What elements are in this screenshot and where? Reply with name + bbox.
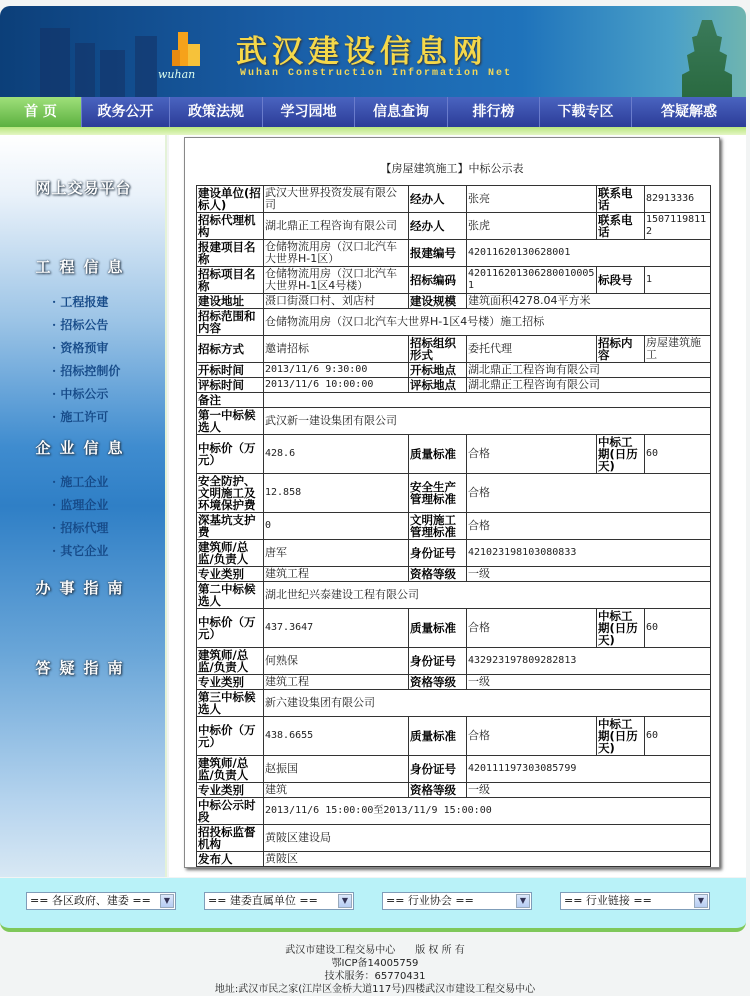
sidebar-heading-enterprise: 企业信息 <box>35 439 132 457</box>
skyline-decoration <box>75 43 95 98</box>
field-label: 第一中标候选人 <box>197 408 264 435</box>
sidebar-heading-engineering: 工程信息 <box>35 258 132 276</box>
field-label: 安全防护、文明施工及环境保护费 <box>197 474 264 513</box>
field-label: 深基坑支护费 <box>197 513 264 540</box>
field-label: 发布人 <box>197 852 264 867</box>
field-value: 82913336 <box>645 186 711 213</box>
field-value: 黄陂区建设局 <box>264 825 711 852</box>
sidebar-item-construction-firms[interactable]: · 施工企业 <box>52 475 109 489</box>
nav-faq[interactable]: 答疑解惑 <box>661 104 717 120</box>
field-label: 备注 <box>197 393 264 408</box>
field-label: 质量标准 <box>409 609 467 648</box>
field-value: 一级 <box>467 567 711 582</box>
table-row <box>197 336 711 363</box>
skyline-decoration <box>40 28 70 98</box>
field-value: 建筑 <box>264 783 409 798</box>
select-value: == 建委直属单位 == <box>208 894 318 907</box>
table-row <box>197 393 711 408</box>
field-label: 中标价（万元） <box>197 609 264 648</box>
table-row <box>197 540 711 567</box>
field-label: 中标价（万元） <box>197 435 264 474</box>
sidebar-item-project-registration[interactable]: · 工程报建 <box>52 295 109 309</box>
table-row <box>197 648 711 675</box>
field-value: 武汉大世界投资发展有限公司 <box>264 186 409 213</box>
industry-links-select[interactable] <box>560 892 710 910</box>
field-value: 滠口街滠口村、刘店村 <box>264 294 409 309</box>
field-value: 合格 <box>467 513 711 540</box>
field-value: 邀请招标 <box>264 336 409 363</box>
field-value: 15071198112 <box>645 213 711 240</box>
footer-address: 地址:武汉市民之家(江岸区金桥大道117号)四楼武汉市建设工程交易中心 <box>214 984 536 995</box>
field-value <box>264 393 711 408</box>
field-label: 中标价（万元） <box>197 717 264 756</box>
field-value: 建筑面积4278.04平方米 <box>467 294 711 309</box>
nav-policies[interactable]: 政策法规 <box>170 97 263 127</box>
field-value: 湖北鼎正工程咨询有限公司 <box>467 378 711 393</box>
sidebar-item-award-notice[interactable]: · 中标公示 <box>52 387 109 401</box>
sidebar <box>0 135 167 877</box>
table-row <box>197 240 711 267</box>
field-label: 招标内容 <box>597 336 645 363</box>
table-row <box>197 609 711 648</box>
footer-icp: 鄂ICP备14005759 <box>331 958 419 969</box>
field-value: 2013/11/6 10:00:00 <box>264 378 409 393</box>
field-value: 432923197809282813 <box>467 648 711 675</box>
field-value: 428.6 <box>264 435 409 474</box>
field-label: 专业类别 <box>197 567 264 582</box>
affiliated-units-select[interactable] <box>204 892 354 910</box>
yellow-crane-tower-decoration <box>682 20 732 98</box>
field-label: 专业类别 <box>197 783 264 798</box>
nav-learning[interactable]: 学习园地 <box>263 97 355 127</box>
table-row <box>197 825 711 852</box>
nav-home[interactable]: 首 页 <box>0 97 82 127</box>
sidebar-online-trading[interactable]: 网上交易平台 <box>35 179 132 197</box>
field-value: 438.6655 <box>264 717 409 756</box>
award-notice-table <box>196 185 711 867</box>
table-row <box>197 675 711 690</box>
field-label: 质量标准 <box>409 717 467 756</box>
table-row <box>197 267 711 294</box>
field-label: 开标时间 <box>197 363 264 378</box>
sidebar-item-supervision-firms[interactable]: · 监理企业 <box>52 498 109 512</box>
field-label: 评标时间 <box>197 378 264 393</box>
field-value: 委托代理 <box>467 336 597 363</box>
field-label: 中标工期(日历天) <box>597 717 645 756</box>
field-value: 仓储物流用房（汉口北汽车大世界H-1区4号楼）施工招标 <box>264 309 711 336</box>
table-row <box>197 567 711 582</box>
field-label: 建设规模 <box>409 294 467 309</box>
links-bar <box>0 878 746 932</box>
field-label: 招标代理机构 <box>197 213 264 240</box>
field-value: 12.858 <box>264 474 409 513</box>
field-value: 1 <box>645 267 711 294</box>
field-value: 合格 <box>467 474 711 513</box>
table-row <box>197 363 711 378</box>
table-row <box>197 186 711 213</box>
table-row <box>197 513 711 540</box>
table-row <box>197 582 711 609</box>
field-label: 招标范围和内容 <box>197 309 264 336</box>
table-row <box>197 378 711 393</box>
field-value: 赵振国 <box>264 756 409 783</box>
field-label: 第三中标候选人 <box>197 690 264 717</box>
field-label: 资格等级 <box>409 675 467 690</box>
field-label: 建筑师/总监/负责人 <box>197 540 264 567</box>
field-value: 张虎 <box>467 213 597 240</box>
sidebar-item-other-firms[interactable]: · 其它企业 <box>52 544 109 558</box>
field-label: 招标组织形式 <box>409 336 467 363</box>
table-row <box>197 783 711 798</box>
wuhan-logo-text: wuhan <box>158 68 196 81</box>
nav-divider <box>0 127 746 135</box>
site-banner <box>0 6 746 98</box>
field-label: 第二中标候选人 <box>197 582 264 609</box>
field-value: 何熟保 <box>264 648 409 675</box>
field-value: 420111197303085799 <box>467 756 711 783</box>
chevron-down-icon[interactable]: ▼ <box>160 894 174 908</box>
table-row <box>197 474 711 513</box>
skyline-decoration <box>100 50 125 98</box>
field-label: 招标项目名称 <box>197 267 264 294</box>
field-value: 合格 <box>467 609 597 648</box>
field-value: 一级 <box>467 783 711 798</box>
field-value: 湖北鼎正工程咨询有限公司 <box>264 213 409 240</box>
field-label: 中标公示时段 <box>197 798 264 825</box>
sidebar-item-construction-permit[interactable]: · 施工许可 <box>52 410 109 424</box>
field-label: 联系电话 <box>597 186 645 213</box>
sidebar-item-control-price[interactable]: · 招标控制价 <box>52 364 121 378</box>
field-label: 中标工期(日历天) <box>597 435 645 474</box>
field-label: 资格等级 <box>409 567 467 582</box>
field-label: 身份证号 <box>409 756 467 783</box>
chevron-down-icon[interactable]: ▼ <box>694 894 708 908</box>
field-value: 421023198103080833 <box>467 540 711 567</box>
nav-info-query[interactable]: 信息查询 <box>355 97 448 127</box>
table-row <box>197 294 711 309</box>
sidebar-item-tender-agents[interactable]: · 招标代理 <box>52 521 109 535</box>
document-frame <box>184 137 720 868</box>
field-value: 0 <box>264 513 409 540</box>
building-logo-icon <box>170 28 204 68</box>
site-subtitle: Wuhan Construction Information Net <box>240 68 513 79</box>
nav-downloads[interactable]: 下载专区 <box>540 97 632 127</box>
field-label: 报建编号 <box>409 240 467 267</box>
select-value: == 各区政府、建委 == <box>30 894 151 907</box>
sidebar-item-tender-notice[interactable]: · 招标公告 <box>52 318 109 332</box>
field-label: 身份证号 <box>409 648 467 675</box>
field-label: 招标编码 <box>409 267 467 294</box>
footer-copyright: 武汉市建设工程交易中心 版 权 所 有 <box>285 945 465 956</box>
table-row <box>197 690 711 717</box>
field-label: 经办人 <box>409 186 467 213</box>
select-value: == 行业协会 == <box>386 894 474 907</box>
chevron-down-icon[interactable]: ▼ <box>516 894 530 908</box>
field-label: 安全生产管理标准 <box>409 474 467 513</box>
industry-association-select[interactable] <box>382 892 532 910</box>
field-value: 房屋建筑施工 <box>645 336 711 363</box>
field-value: 一级 <box>467 675 711 690</box>
site-title: 武汉建设信息网 <box>236 34 488 70</box>
field-label: 建设地址 <box>197 294 264 309</box>
footer-tech-support: 技术服务：65770431 <box>324 971 426 982</box>
field-value: 张亮 <box>467 186 597 213</box>
field-label: 建设单位(招标人) <box>197 186 264 213</box>
document-title: 【房屋建筑施工】中标公示表 <box>380 162 524 175</box>
field-value: 437.3647 <box>264 609 409 648</box>
table-row <box>197 309 711 336</box>
field-value: 60 <box>645 717 711 756</box>
field-value: 60 <box>645 435 711 474</box>
table-row <box>197 213 711 240</box>
field-label: 身份证号 <box>409 540 467 567</box>
nav-government-affairs[interactable]: 政务公开 <box>82 97 170 127</box>
field-label: 报建项目名称 <box>197 240 264 267</box>
field-label: 质量标准 <box>409 435 467 474</box>
field-value: 黄陂区 <box>264 852 711 867</box>
field-value: 仓储物流用房（汉口北汽车大世界H-1区） <box>264 240 409 267</box>
table-row <box>197 798 711 825</box>
table-row <box>197 756 711 783</box>
select-value: == 行业链接 == <box>564 894 652 907</box>
field-label: 专业类别 <box>197 675 264 690</box>
sidebar-guide[interactable]: 办事指南 <box>35 579 132 597</box>
table-row <box>197 435 711 474</box>
chevron-down-icon[interactable]: ▼ <box>338 894 352 908</box>
field-label: 标段号 <box>597 267 645 294</box>
field-value: 湖北鼎正工程咨询有限公司 <box>467 363 711 378</box>
field-value: 新六建设集团有限公司 <box>264 690 711 717</box>
sidebar-item-prequalification[interactable]: · 资格预审 <box>52 341 109 355</box>
skyline-decoration <box>135 36 157 98</box>
field-value: 合格 <box>467 717 597 756</box>
field-label: 建筑师/总监/负责人 <box>197 648 264 675</box>
field-value: 2013/11/6 15:00:00至2013/11/9 15:00:00 <box>264 798 711 825</box>
field-value: 仓储物流用房（汉口北汽车大世界H-1区4号楼） <box>264 267 409 294</box>
field-label: 建筑师/总监/负责人 <box>197 756 264 783</box>
field-label: 招标方式 <box>197 336 264 363</box>
field-value: 武汉新一建设集团有限公司 <box>264 408 711 435</box>
footer <box>0 944 750 996</box>
field-label: 评标地点 <box>409 378 467 393</box>
field-value: 60 <box>645 609 711 648</box>
district-government-select[interactable] <box>26 892 176 910</box>
field-value: 湖北世纪兴泰建设工程有限公司 <box>264 582 711 609</box>
field-label: 招投标监督机构 <box>197 825 264 852</box>
sidebar-faq[interactable]: 答疑指南 <box>35 659 132 677</box>
field-value: 2013/11/6 9:30:00 <box>264 363 409 378</box>
table-row <box>197 408 711 435</box>
field-value: 建筑工程 <box>264 675 409 690</box>
field-label: 中标工期(日历天) <box>597 609 645 648</box>
field-value: 建筑工程 <box>264 567 409 582</box>
field-value: 合格 <box>467 435 597 474</box>
nav-rankings[interactable]: 排行榜 <box>448 97 540 127</box>
field-label: 文明施工管理标准 <box>409 513 467 540</box>
field-label: 联系电话 <box>597 213 645 240</box>
table-row <box>197 717 711 756</box>
field-label: 资格等级 <box>409 783 467 798</box>
field-label: 开标地点 <box>409 363 467 378</box>
field-value: 唐军 <box>264 540 409 567</box>
field-label: 经办人 <box>409 213 467 240</box>
field-value: 4201162013062800100051 <box>467 267 597 294</box>
field-value: 42011620130628001 <box>467 240 711 267</box>
main-nav <box>0 97 746 127</box>
table-row <box>197 852 711 867</box>
